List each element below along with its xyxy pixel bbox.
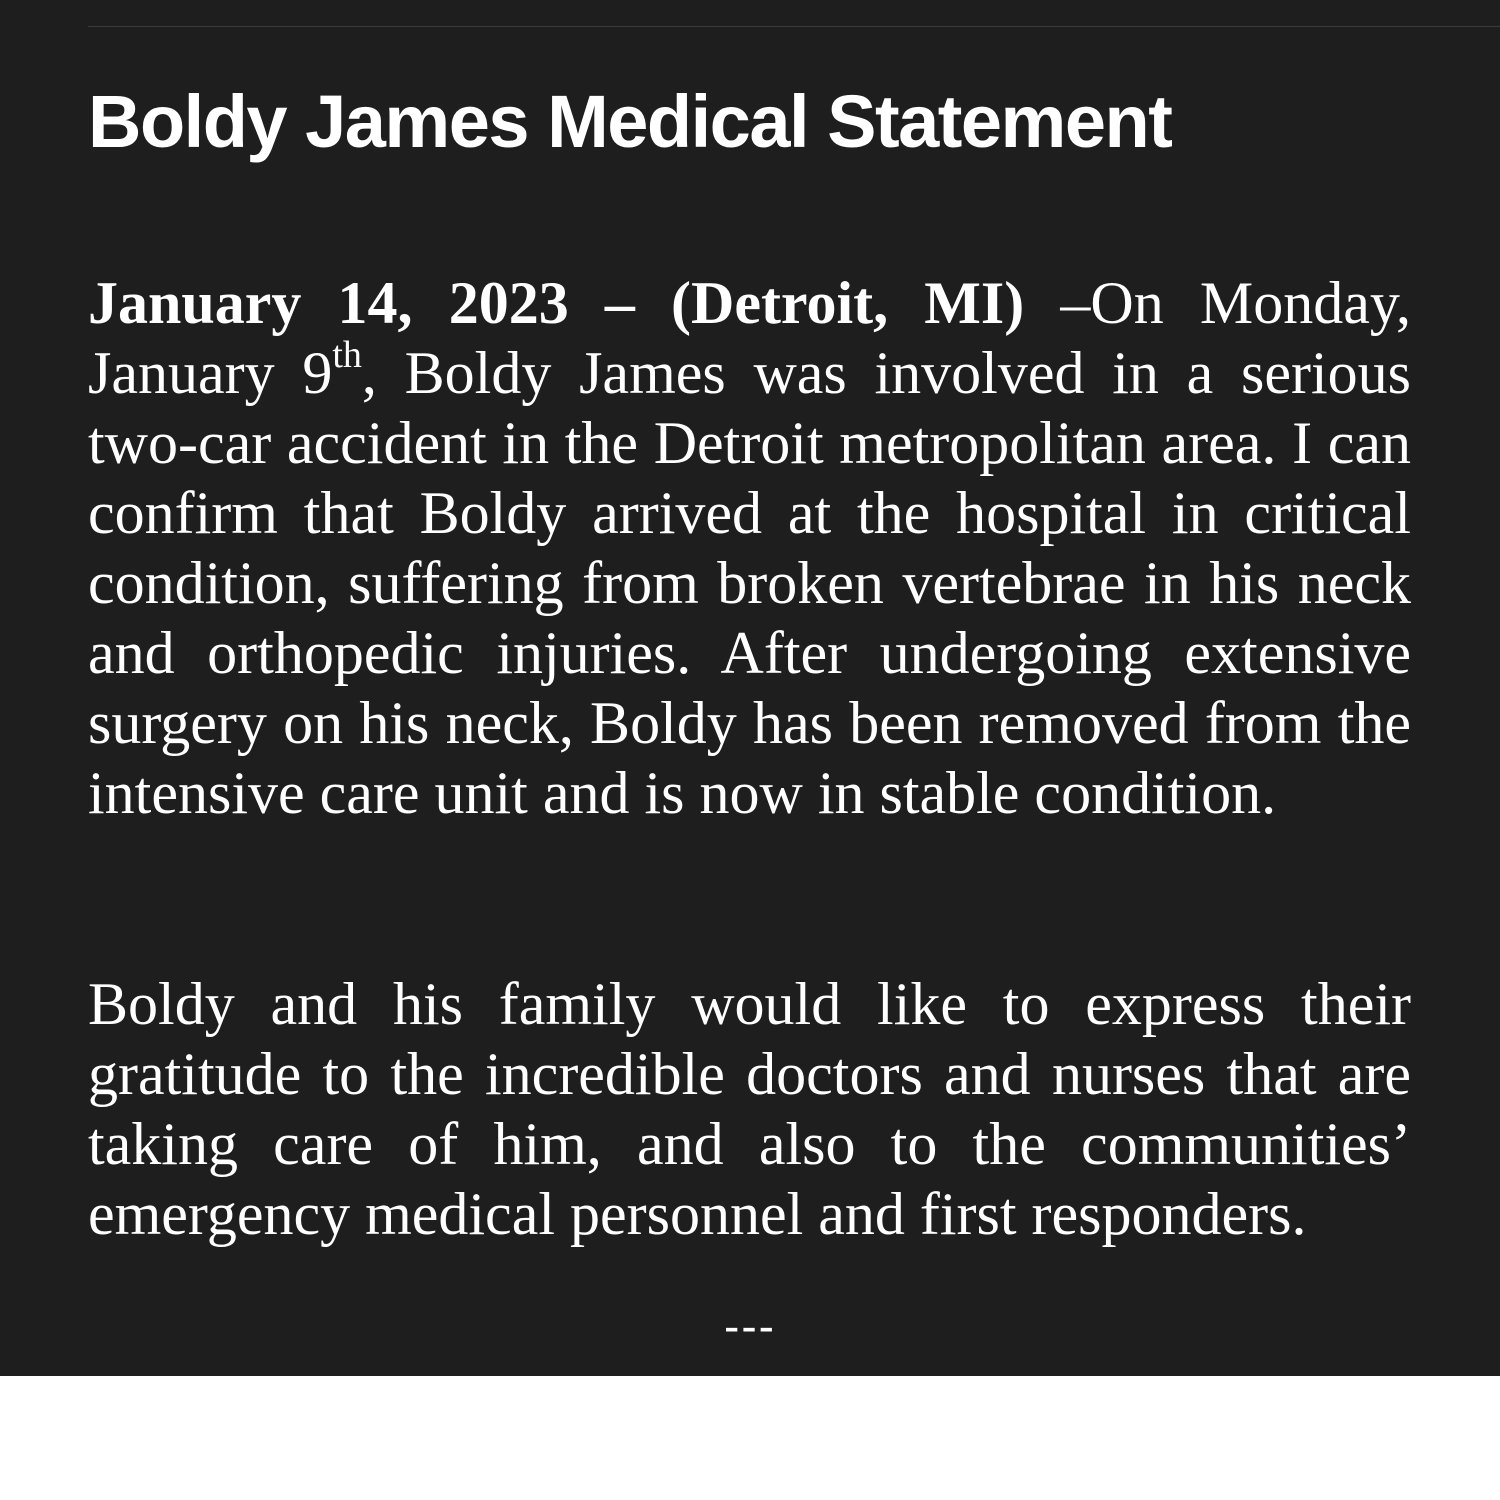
ordinal-suffix: th: [332, 334, 362, 376]
statement-paragraph-1: [88, 268, 1411, 828]
top-divider: [88, 26, 1500, 27]
statement-paragraph-2: Boldy and his family would like to express their gratitude to the incredible doctors and nurses that are taking care of him, and also to the communities’ emergency medical personnel and first responders.: [88, 971, 1411, 1247]
section-separator: ---: [724, 1300, 776, 1352]
page-title: Boldy James Medical Statement: [88, 80, 1172, 163]
paragraph-1-text-start: –On Monday, January 9: [88, 270, 1412, 406]
paragraph-1-text-rest: , Boldy James was involved in a serious two-car accident in the Detroit metropolitan area. I can confirm that Boldy arrived at the hospital in critical condition, suffering from broken vertebrae in his neck and orthopedic injuries. After undergoing extensive surgery on his neck, Boldy has been removed from the intensive care unit and is now in stable condition.: [88, 340, 1411, 826]
dateline: January 14, 2023 – (Detroit, MI): [88, 270, 1025, 336]
